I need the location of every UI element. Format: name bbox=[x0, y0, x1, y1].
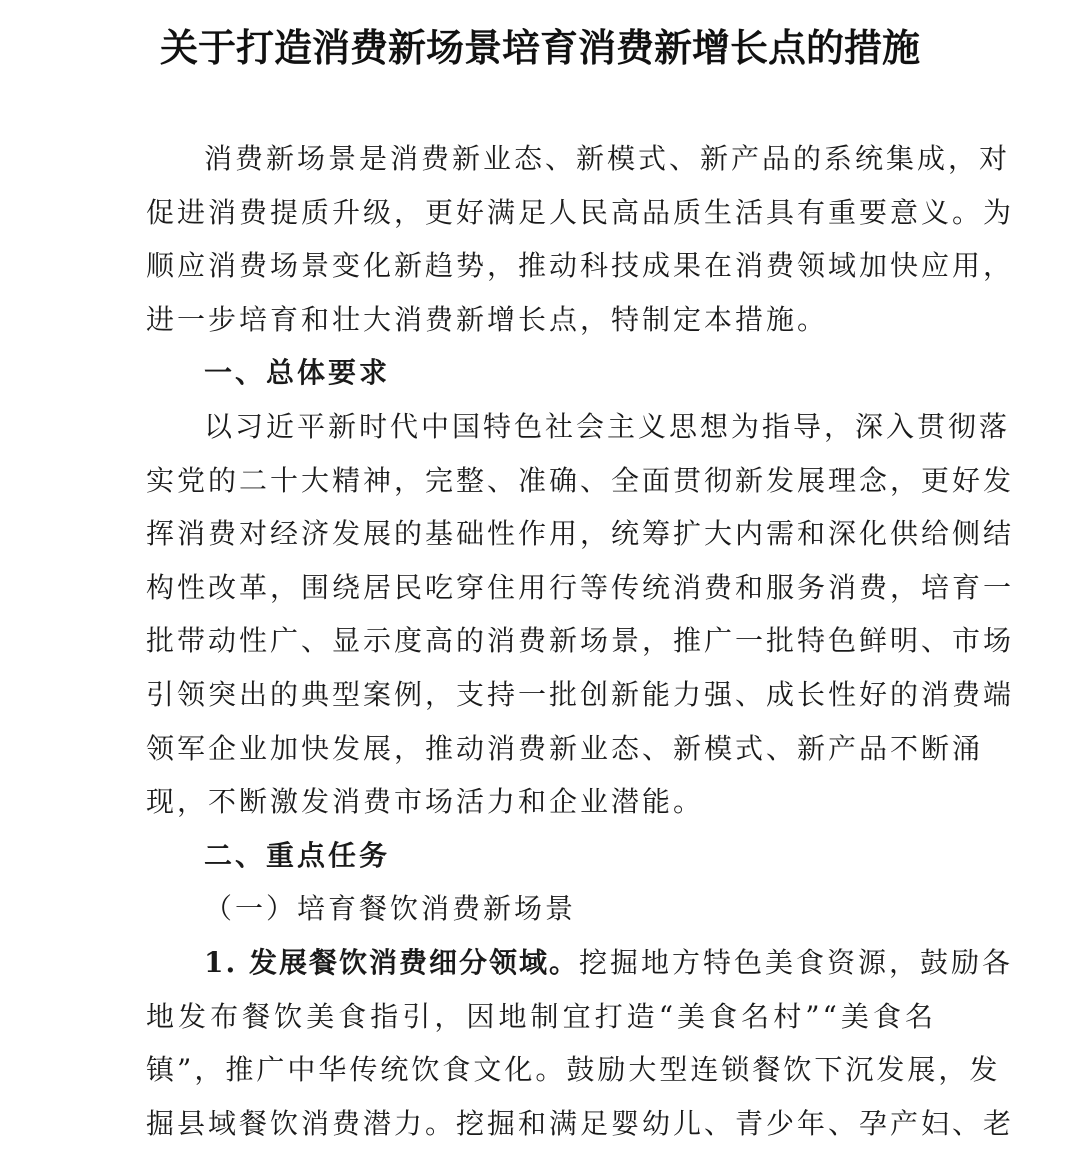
paragraph-line: 地发布餐饮美食指引，因地制宜打造“美食名村”“美食名 bbox=[146, 999, 936, 1033]
subsection-heading-dining: （一）培育餐饮消费新场景 bbox=[204, 892, 577, 926]
document-title: 关于打造消费新场景培育消费新增长点的措施 bbox=[159, 26, 920, 70]
paragraph-line: 挥消费对经济发展的基础性作用，统筹扩大内需和深化供给侧结 bbox=[146, 517, 1015, 551]
paragraph-line: 批带动性广、显示度高的消费新场景，推广一批特色鲜明、市场 bbox=[146, 624, 1015, 658]
section-heading-overall-requirements: 一、总体要求 bbox=[204, 356, 391, 390]
paragraph-line: 顺应消费场景变化新趋势，推动科技成果在消费领域加快应用， bbox=[146, 249, 1015, 283]
section-heading-key-tasks: 二、重点任务 bbox=[204, 838, 391, 872]
paragraph-line: 构性改革，围绕居民吃穿住用行等传统消费和服务消费，培育一 bbox=[146, 570, 1015, 604]
item-text: 挖掘地方特色美食资源，鼓励各 bbox=[578, 945, 1013, 979]
paragraph-line bbox=[146, 936, 1013, 990]
paragraph-line: 消费新场景是消费新业态、新模式、新产品的系统集成，对 bbox=[204, 142, 1011, 175]
paragraph-line: 掘县域餐饮消费潜力。挖掘和满足婴幼儿、青少年、孕产妇、老 bbox=[146, 1106, 1015, 1140]
paragraph-line: 以习近平新时代中国特色社会主义思想为指导，深入贯彻落 bbox=[204, 409, 1011, 443]
paragraph-line: 引领突出的典型案例，支持一批创新能力强、成长性好的消费端 bbox=[146, 677, 1015, 711]
paragraph-line: 实党的二十大精神，完整、准确、全面贯彻新发展理念，更好发 bbox=[146, 463, 1015, 497]
document-body bbox=[146, 132, 1015, 1150]
paragraph-line: 镇”，推广中华传统饮食文化。鼓励大型连锁餐饮下沉发展，发 bbox=[146, 1053, 1001, 1087]
item-lead: 1. 发展餐饮消费细分领域。 bbox=[204, 945, 579, 979]
paragraph-line: 进一步培育和壮大消费新增长点，特制定本措施。 bbox=[146, 302, 829, 336]
paragraph-line: 促进消费提质升级，更好满足人民高品质生活具有重要意义。为 bbox=[146, 195, 1015, 229]
paragraph-line: 现，不断激发消费市场活力和企业潜能。 bbox=[146, 785, 705, 819]
paragraph-line: 领军企业加快发展，推动消费新业态、新模式、新产品不断涌 bbox=[146, 731, 984, 765]
